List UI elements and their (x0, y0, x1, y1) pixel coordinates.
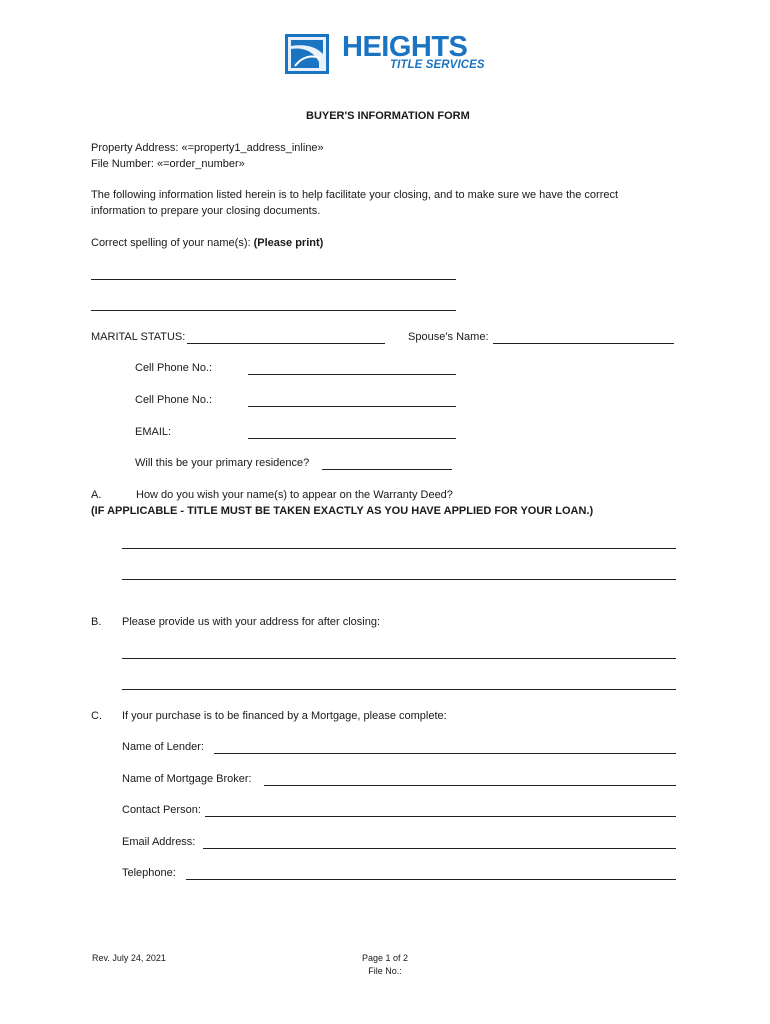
section-a-question: How do you wish your name(s) to appear on the Warranty Deed? (136, 489, 453, 501)
address-line-1[interactable] (122, 658, 676, 659)
marital-status-field[interactable] (187, 343, 385, 344)
name-spelling-label (91, 237, 323, 249)
section-b-letter: B. (91, 616, 102, 628)
section-a-note: (IF APPLICABLE - TITLE MUST BE TAKEN EXACTLY AS YOU HAVE APPLIED FOR YOUR LOAN.) (91, 505, 594, 517)
name-spelling-hint: (Please print) (253, 237, 324, 249)
file-number: File Number: «=order_number» (91, 158, 245, 170)
section-c-question: If your purchase is to be financed by a Mortgage, please complete: (122, 710, 447, 722)
lender-label: Name of Lender: (122, 741, 204, 753)
cell-phone-2-field[interactable] (248, 406, 456, 407)
section-c-letter: C. (91, 710, 102, 722)
form-title: BUYER'S INFORMATION FORM (306, 110, 470, 122)
property-address: Property Address: «=property1_address_inline» (91, 142, 324, 154)
spouse-name-label: Spouse’s Name: (408, 331, 489, 343)
telephone-label: Telephone: (122, 867, 176, 879)
revision-date: Rev. July 24, 2021 (92, 953, 166, 963)
logo-name: HEIGHTS (342, 31, 468, 63)
heights-logo (285, 31, 505, 76)
address-line-2[interactable] (122, 689, 676, 690)
contact-person-label: Contact Person: (122, 804, 201, 816)
lender-email-label: Email Address: (122, 836, 196, 848)
page-number: Page 1 of 2 (361, 953, 409, 963)
lender-email-field[interactable] (203, 848, 676, 849)
section-a-letter: A. (91, 489, 102, 501)
name-line-2[interactable] (91, 310, 456, 311)
deed-name-line-1[interactable] (122, 548, 676, 549)
primary-residence-field[interactable] (322, 469, 452, 470)
lender-field[interactable] (214, 753, 676, 754)
footer-file-number: File No.: (368, 966, 402, 976)
mortgage-broker-label: Name of Mortgage Broker: (122, 773, 252, 785)
intro-text-line1: The following information listed herein is to help facilitate your closing, and to make sure we have the correct (91, 189, 619, 201)
logo-tagline: TITLE SERVICES (390, 59, 485, 71)
cell-phone-1-label: Cell Phone No.: (135, 362, 213, 374)
email-field[interactable] (248, 438, 456, 439)
cell-phone-1-field[interactable] (248, 374, 456, 375)
name-line-1[interactable] (91, 279, 456, 280)
mortgage-broker-field[interactable] (264, 785, 676, 786)
marital-status-label: MARITAL STATUS: (91, 331, 186, 343)
section-b-question: Please provide us with your address for after closing: (122, 616, 381, 628)
heights-logo-mark-icon (285, 34, 329, 74)
contact-person-field[interactable] (205, 816, 676, 817)
telephone-field[interactable] (186, 879, 676, 880)
spouse-name-field[interactable] (493, 343, 674, 344)
name-spelling-text: Correct spelling of your name(s): (91, 237, 254, 249)
intro-text-line2: information to prepare your closing documents. (91, 205, 321, 217)
primary-residence-label: Will this be your primary residence? (135, 457, 310, 469)
deed-name-line-2[interactable] (122, 579, 676, 580)
cell-phone-2-label: Cell Phone No.: (135, 394, 213, 406)
email-label: EMAIL: (135, 426, 172, 438)
